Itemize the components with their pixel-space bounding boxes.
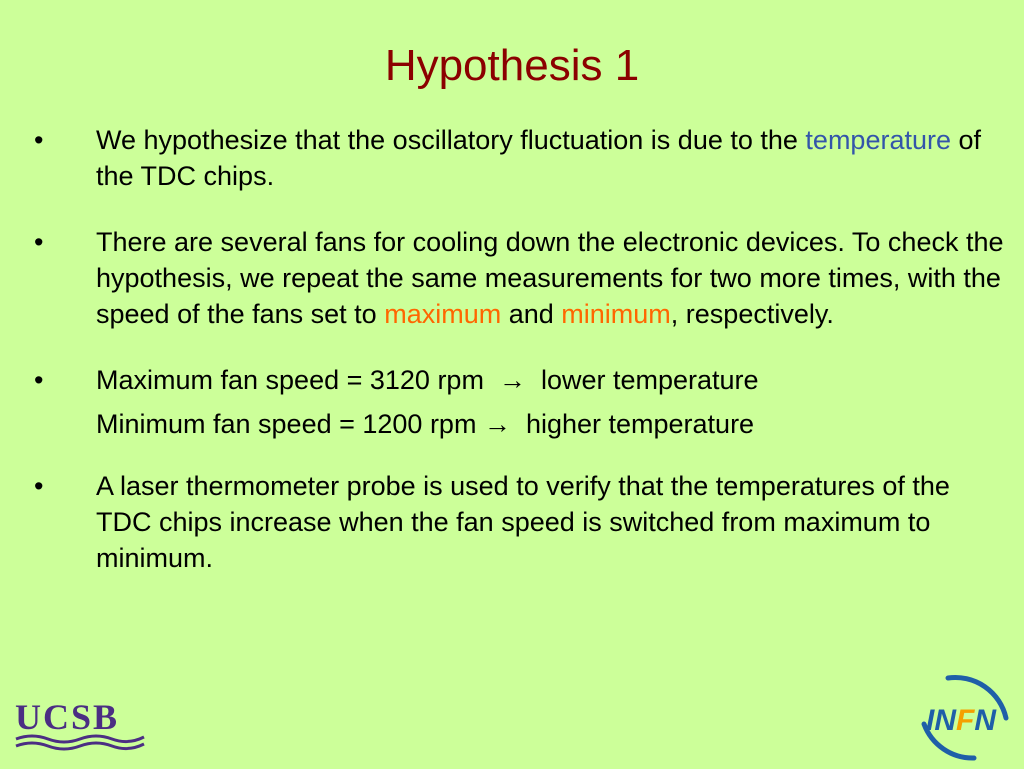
bullet-marker: •	[34, 227, 44, 257]
highlight-maximum: maximum	[384, 299, 502, 329]
infn-logo-graphic	[912, 672, 1016, 764]
bullet-text-end: , respectively.	[670, 299, 834, 329]
bullet-marker: •	[34, 365, 44, 395]
bullet-text-mid: and	[501, 299, 562, 329]
infn-logo	[912, 672, 1016, 764]
bullet-item	[34, 224, 1004, 332]
bullet-list	[34, 122, 1004, 576]
bullet-text: A laser thermometer probe is used to verify that the temperatures of the TDC chips increase when the fan speed is switched from maximum to minimum.	[96, 471, 950, 573]
ucsb-logo	[12, 697, 152, 757]
fan-speed-min-line: Minimum fan speed = 1200 rpm → higher temperature	[96, 409, 755, 439]
ucsb-logo-graphic	[12, 697, 152, 757]
svg-text:UCSB: UCSB	[15, 697, 120, 737]
bullet-item	[34, 468, 1004, 576]
svg-text:INFN: INFN	[926, 704, 996, 737]
fan-speed-max-line: Maximum fan speed = 3120 rpm → lower temperature	[96, 365, 759, 395]
bullet-item	[34, 122, 1004, 194]
highlight-minimum: minimum	[561, 299, 671, 329]
bullet-text-end: of the TDC chips.	[96, 125, 982, 191]
bullet-item	[34, 362, 1004, 442]
highlight-temperature: temperature	[805, 125, 951, 155]
bullet-marker: •	[34, 471, 44, 501]
bullet-text: There are several fans for cooling down the electronic devices. To check the hypothesis, we repeat the same measurements for two more times, with the speed of the fans set to	[96, 227, 1004, 329]
bullet-text: We hypothesize that the oscillatory fluctuation is due to the	[96, 125, 806, 155]
bullet-marker: •	[34, 125, 44, 155]
slide-title: Hypothesis 1	[384, 41, 640, 90]
